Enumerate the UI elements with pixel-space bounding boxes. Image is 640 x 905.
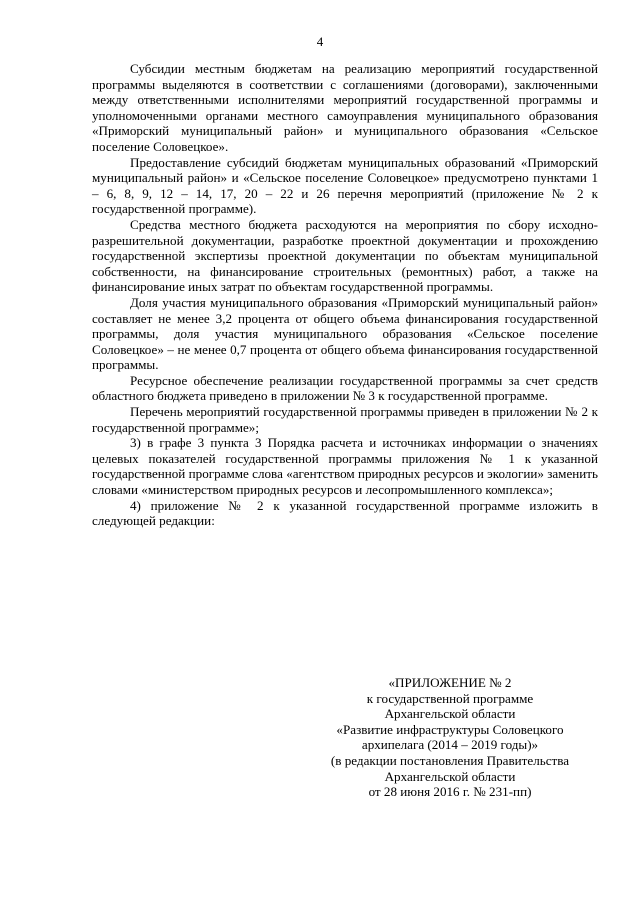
appendix-title: «ПРИЛОЖЕНИЕ № 2 <box>388 675 512 690</box>
paragraph-local-budget: Средства местного бюджета расходуются на мероприятия по сбору исходно-разрешительной документации, разработке проектной документации и прохождению государственной экспертизы проектной документации по объектам муниципальной собственности, на финансирование строительных (ремонтных) работ, а также на финансирование иных затрат по объектам государственной программы. <box>92 216 598 295</box>
appendix-line: архипелага (2014 – 2019 годы)» <box>361 737 539 753</box>
paragraph-participation-share: Доля участия муниципального образования «Приморский муниципальный район» составляет не менее 3,2 процента от общего объема финансирования государственной программы, доля участия муниципального образования «Сельское поселение Соловецкое» – не менее 0,7 процента от общего объема финансирования государственной программы. <box>92 294 598 373</box>
appendix-line: Архангельской области <box>384 706 516 722</box>
paragraph-item-4: 4) приложение № 2 к указанной государственной программе изложить в следующей редакции: <box>92 497 598 529</box>
appendix-line: Архангельской области <box>384 768 516 784</box>
appendix-line: к государственной программе <box>366 690 534 706</box>
body-text <box>92 61 598 529</box>
appendix-line: «Развитие инфраструктуры Соловецкого <box>336 721 564 737</box>
paragraph-measures-list: Перечень мероприятий государственной программы приведен в приложении № 2 к государственной программе»; <box>92 404 598 435</box>
appendix-line: (в редакции постановления Правительства <box>330 752 570 768</box>
paragraph-provision: Предоставление субсидий бюджетам муниципальных образований «Приморский муниципальный район» и «Сельское поселение Соловецкое» предусмотрено пунктами 1 – 6, 8, 9, 12 – 14, 17, 20 – 22 и 26 перечня мероприятий (приложение № 2 к государственной программе). <box>92 154 598 217</box>
paragraph-item-3: 3) в графе 3 пункта 3 Порядка расчета и источниках информации о значениях целевых показателей государственной программы приложения № 1 к указанной государственной программе слова «агентством природных ресурсов и экологии» заменить словами «министерством природных ресурсов и лесопромышленного комплекса»; <box>92 435 598 498</box>
page-number: 4 <box>316 34 324 49</box>
appendix-header <box>290 675 610 800</box>
appendix-line: от 28 июня 2016 г. № 231-пп) <box>368 784 532 800</box>
paragraph-resource-support: Ресурсное обеспечение реализации государственной программы за счет средств областного бюджета приведено в приложении № 3 к государственной программе. <box>92 372 598 404</box>
paragraph-subsidies: Субсидии местным бюджетам на реализацию мероприятий государственной программы выделяются в соответствии с соглашениями (договорами), заключенными между ответственными исполнителями мероприятий государственной программы и уполномоченными органами местного самоуправления муниципального образования «Приморский муниципальный район» и муниципального образования «Сельское поселение Соловецкое». <box>92 61 598 154</box>
